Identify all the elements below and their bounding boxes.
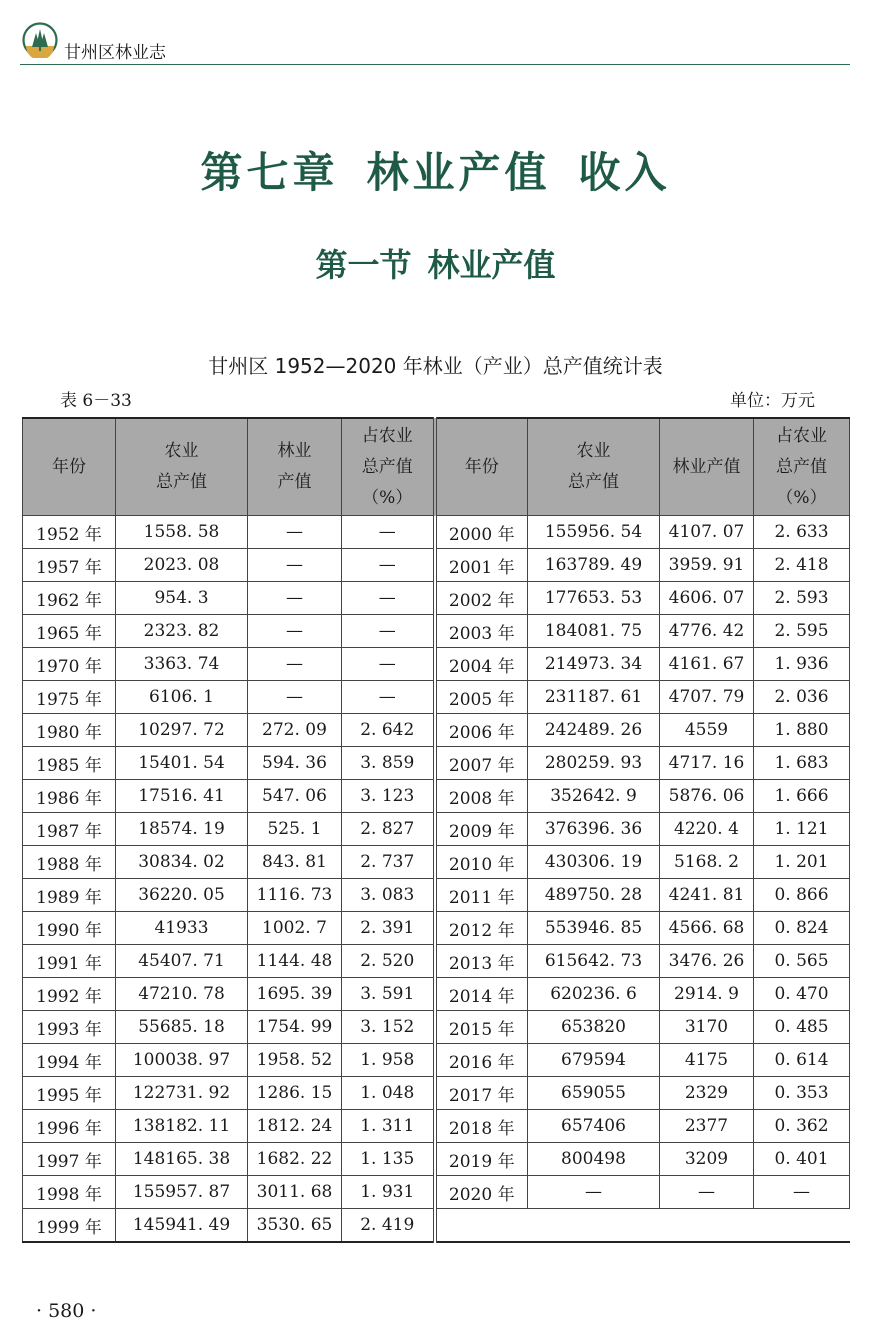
section-number: 第一节 — [315, 246, 412, 284]
table-row — [23, 1209, 850, 1243]
cell-year: 1952 年 — [23, 516, 116, 549]
cell-agri-output: 47210. 78 — [116, 978, 248, 1011]
table-number: 表 6－33 — [60, 391, 132, 411]
cell-year-2: 2002 年 — [435, 582, 528, 615]
cell-year-2: 2014 年 — [435, 978, 528, 1011]
cell-agri-output: 15401. 54 — [116, 747, 248, 780]
cell-agri-output: 55685. 18 — [116, 1011, 248, 1044]
cell-agri-output-2: 155956. 54 — [528, 516, 660, 549]
table-row — [23, 1143, 850, 1176]
cell-forestry-output: 1002. 7 — [248, 912, 342, 945]
cell-agri-output: 155957. 87 — [116, 1176, 248, 1209]
table-row — [23, 516, 850, 549]
table-row — [23, 747, 850, 780]
cell-share-2: — — [754, 1176, 850, 1209]
cell-agri-output-2: 679594 — [528, 1044, 660, 1077]
cell-forestry-output-2: — — [660, 1176, 754, 1209]
cell-share-2: 2. 595 — [754, 615, 850, 648]
cell-year-2: 2018 年 — [435, 1110, 528, 1143]
cell-agri-output-2: 800498 — [528, 1143, 660, 1176]
cell-forestry-output: — — [248, 615, 342, 648]
cell-year-2: 2004 年 — [435, 648, 528, 681]
chapter-number: 第七章 — [200, 148, 339, 197]
cell-forestry-output-2: 4241. 81 — [660, 879, 754, 912]
cell-share: 2. 827 — [342, 813, 435, 846]
cell-agri-output: 10297. 72 — [116, 714, 248, 747]
cell-forestry-output-2: 3959. 91 — [660, 549, 754, 582]
cell-agri-output: 3363. 74 — [116, 648, 248, 681]
cell-forestry-output: 547. 06 — [248, 780, 342, 813]
cell-share-2: 1. 201 — [754, 846, 850, 879]
cell-forestry-output: — — [248, 516, 342, 549]
cell-year: 1995 年 — [23, 1077, 116, 1110]
table-row — [23, 582, 850, 615]
table-row — [23, 978, 850, 1011]
cell-forestry-output: 1116. 73 — [248, 879, 342, 912]
cell-year: 1990 年 — [23, 912, 116, 945]
cell-forestry-output-2: 2329 — [660, 1077, 754, 1110]
header-agri-output-2: 农业 总产值 — [528, 418, 660, 516]
cell-agri-output-2: 214973. 34 — [528, 648, 660, 681]
cell-forestry-output: 3530. 65 — [248, 1209, 342, 1243]
cell-share: — — [342, 582, 435, 615]
cell-share-2: 1. 683 — [754, 747, 850, 780]
forestry-output-table — [22, 417, 850, 1243]
cell-agri-output: 45407. 71 — [116, 945, 248, 978]
table-row — [23, 549, 850, 582]
cell-forestry-output-2: 4776. 42 — [660, 615, 754, 648]
cell-year: 1970 年 — [23, 648, 116, 681]
cell-agri-output-2: 553946. 85 — [528, 912, 660, 945]
cell-agri-output: 2323. 82 — [116, 615, 248, 648]
cell-share: 3. 123 — [342, 780, 435, 813]
cell-forestry-output: 1695. 39 — [248, 978, 342, 1011]
section-name: 林业产值 — [427, 246, 556, 284]
cell-share: 2. 419 — [342, 1209, 435, 1243]
table-row — [23, 681, 850, 714]
cell-year-2: 2010 年 — [435, 846, 528, 879]
cell-forestry-output: — — [248, 681, 342, 714]
cell-agri-output: 1558. 58 — [116, 516, 248, 549]
cell-share-2: 0. 565 — [754, 945, 850, 978]
cell-agri-output: 36220. 05 — [116, 879, 248, 912]
cell-share: — — [342, 516, 435, 549]
cell-forestry-output-2: 5168. 2 — [660, 846, 754, 879]
section-title — [0, 240, 871, 286]
header-year: 年份 — [23, 418, 116, 516]
cell-year: 1997 年 — [23, 1143, 116, 1176]
cell-forestry-output: — — [248, 549, 342, 582]
empty-cell — [435, 1209, 850, 1243]
cell-year-2: 2016 年 — [435, 1044, 528, 1077]
cell-share-2: 0. 470 — [754, 978, 850, 1011]
cell-share: 3. 859 — [342, 747, 435, 780]
cell-forestry-output: — — [248, 582, 342, 615]
cell-year: 1987 年 — [23, 813, 116, 846]
cell-forestry-output-2: 4559 — [660, 714, 754, 747]
table-row — [23, 879, 850, 912]
cell-forestry-output-2: 4107. 07 — [660, 516, 754, 549]
header-agri-output: 农业 总产值 — [116, 418, 248, 516]
cell-agri-output-2: 653820 — [528, 1011, 660, 1044]
table-row — [23, 945, 850, 978]
cell-agri-output-2: 657406 — [528, 1110, 660, 1143]
cell-year: 1994 年 — [23, 1044, 116, 1077]
cell-share: — — [342, 549, 435, 582]
cell-year-2: 2008 年 — [435, 780, 528, 813]
table-row — [23, 1176, 850, 1209]
cell-year-2: 2006 年 — [435, 714, 528, 747]
chapter-title — [0, 140, 871, 200]
cell-year-2: 2019 年 — [435, 1143, 528, 1176]
cell-forestry-output-2: 4175 — [660, 1044, 754, 1077]
chapter-name: 林业产值 — [366, 148, 551, 197]
cell-forestry-output: 843. 81 — [248, 846, 342, 879]
cell-share-2: 0. 485 — [754, 1011, 850, 1044]
cell-share-2: 0. 353 — [754, 1077, 850, 1110]
cell-year-2: 2012 年 — [435, 912, 528, 945]
cell-share: — — [342, 681, 435, 714]
cell-share: 2. 642 — [342, 714, 435, 747]
cell-agri-output: 2023. 08 — [116, 549, 248, 582]
cell-share: 2. 520 — [342, 945, 435, 978]
cell-share: 2. 391 — [342, 912, 435, 945]
cell-forestry-output-2: 3209 — [660, 1143, 754, 1176]
cell-share: 1. 958 — [342, 1044, 435, 1077]
cell-year-2: 2003 年 — [435, 615, 528, 648]
table-row — [23, 714, 850, 747]
chapter-subname: 收入 — [578, 148, 671, 197]
cell-forestry-output: 1144. 48 — [248, 945, 342, 978]
cell-forestry-output: — — [248, 648, 342, 681]
cell-year: 1980 年 — [23, 714, 116, 747]
forest-emblem-icon — [22, 22, 58, 58]
cell-share: — — [342, 648, 435, 681]
header-share-2: 占农业 总产值 （%） — [754, 418, 850, 516]
cell-forestry-output-2: 4220. 4 — [660, 813, 754, 846]
cell-forestry-output-2: 4606. 07 — [660, 582, 754, 615]
cell-agri-output-2: 659055 — [528, 1077, 660, 1110]
cell-agri-output-2: 177653. 53 — [528, 582, 660, 615]
cell-agri-output: 954. 3 — [116, 582, 248, 615]
cell-year-2: 2005 年 — [435, 681, 528, 714]
cell-forestry-output-2: 4161. 67 — [660, 648, 754, 681]
cell-share: 1. 135 — [342, 1143, 435, 1176]
cell-year: 1975 年 — [23, 681, 116, 714]
cell-year: 1957 年 — [23, 549, 116, 582]
table-row — [23, 780, 850, 813]
table-title: 甘州区 1952—2020 年林业（产业）总产值统计表 — [208, 354, 663, 378]
cell-share: 3. 083 — [342, 879, 435, 912]
cell-agri-output: 145941. 49 — [116, 1209, 248, 1243]
cell-agri-output-2: 231187. 61 — [528, 681, 660, 714]
cell-share: 2. 737 — [342, 846, 435, 879]
cell-agri-output: 17516. 41 — [116, 780, 248, 813]
table-row — [23, 813, 850, 846]
cell-year: 1996 年 — [23, 1110, 116, 1143]
page-number: · 580 · — [36, 1300, 97, 1322]
cell-share-2: 2. 036 — [754, 681, 850, 714]
table-row — [23, 1044, 850, 1077]
cell-year: 1986 年 — [23, 780, 116, 813]
cell-forestry-output-2: 3476. 26 — [660, 945, 754, 978]
cell-share-2: 1. 880 — [754, 714, 850, 747]
cell-share-2: 0. 401 — [754, 1143, 850, 1176]
table-row — [23, 1110, 850, 1143]
cell-agri-output: 100038. 97 — [116, 1044, 248, 1077]
cell-forestry-output: 1958. 52 — [248, 1044, 342, 1077]
cell-forestry-output-2: 3170 — [660, 1011, 754, 1044]
cell-forestry-output-2: 5876. 06 — [660, 780, 754, 813]
cell-forestry-output: 1682. 22 — [248, 1143, 342, 1176]
cell-forestry-output-2: 2377 — [660, 1110, 754, 1143]
table-unit: 单位：万元 — [730, 391, 815, 411]
cell-agri-output-2: 242489. 26 — [528, 714, 660, 747]
header-year-2: 年份 — [435, 418, 528, 516]
cell-year: 1985 年 — [23, 747, 116, 780]
cell-share-2: 2. 633 — [754, 516, 850, 549]
cell-agri-output: 138182. 11 — [116, 1110, 248, 1143]
cell-agri-output-2: 489750. 28 — [528, 879, 660, 912]
cell-agri-output: 41933 — [116, 912, 248, 945]
cell-year-2: 2009 年 — [435, 813, 528, 846]
cell-agri-output-2: 163789. 49 — [528, 549, 660, 582]
cell-agri-output-2: 430306. 19 — [528, 846, 660, 879]
cell-year-2: 2011 年 — [435, 879, 528, 912]
cell-share-2: 0. 824 — [754, 912, 850, 945]
cell-forestry-output-2: 4717. 16 — [660, 747, 754, 780]
cell-share-2: 1. 121 — [754, 813, 850, 846]
cell-share-2: 0. 614 — [754, 1044, 850, 1077]
cell-year: 1962 年 — [23, 582, 116, 615]
cell-year-2: 2017 年 — [435, 1077, 528, 1110]
cell-year: 1992 年 — [23, 978, 116, 1011]
cell-forestry-output-2: 4566. 68 — [660, 912, 754, 945]
cell-agri-output: 18574. 19 — [116, 813, 248, 846]
cell-year-2: 2001 年 — [435, 549, 528, 582]
cell-share: 3. 152 — [342, 1011, 435, 1044]
cell-forestry-output-2: 2914. 9 — [660, 978, 754, 1011]
cell-year-2: 2015 年 — [435, 1011, 528, 1044]
cell-agri-output-2: 184081. 75 — [528, 615, 660, 648]
cell-year: 1965 年 — [23, 615, 116, 648]
cell-agri-output-2: 376396. 36 — [528, 813, 660, 846]
table-row — [23, 912, 850, 945]
cell-forestry-output: 272. 09 — [248, 714, 342, 747]
cell-share: 1. 311 — [342, 1110, 435, 1143]
cell-share-2: 0. 362 — [754, 1110, 850, 1143]
book-title: 甘州区林业志 — [64, 43, 166, 63]
cell-year: 1999 年 — [23, 1209, 116, 1243]
cell-agri-output-2: 620236. 6 — [528, 978, 660, 1011]
cell-forestry-output: 1286. 15 — [248, 1077, 342, 1110]
table-row — [23, 1011, 850, 1044]
cell-share-2: 0. 866 — [754, 879, 850, 912]
cell-forestry-output: 1812. 24 — [248, 1110, 342, 1143]
table-row — [23, 846, 850, 879]
header-share: 占农业 总产值 （%） — [342, 418, 435, 516]
cell-share: 1. 048 — [342, 1077, 435, 1110]
header-forestry-output: 林业 产值 — [248, 418, 342, 516]
cell-share-2: 1. 936 — [754, 648, 850, 681]
cell-year: 1991 年 — [23, 945, 116, 978]
cell-year-2: 2020 年 — [435, 1176, 528, 1209]
cell-year-2: 2007 年 — [435, 747, 528, 780]
cell-year: 1988 年 — [23, 846, 116, 879]
cell-forestry-output: 1754. 99 — [248, 1011, 342, 1044]
cell-share-2: 2. 593 — [754, 582, 850, 615]
header-forestry-output-2: 林业产值 — [660, 418, 754, 516]
cell-share-2: 2. 418 — [754, 549, 850, 582]
cell-year: 1989 年 — [23, 879, 116, 912]
cell-share: 3. 591 — [342, 978, 435, 1011]
table-row — [23, 648, 850, 681]
cell-agri-output-2: 352642. 9 — [528, 780, 660, 813]
cell-agri-output: 6106. 1 — [116, 681, 248, 714]
cell-share-2: 1. 666 — [754, 780, 850, 813]
cell-year-2: 2000 年 — [435, 516, 528, 549]
table-row — [23, 615, 850, 648]
cell-year: 1998 年 — [23, 1176, 116, 1209]
cell-agri-output: 122731. 92 — [116, 1077, 248, 1110]
cell-agri-output: 148165. 38 — [116, 1143, 248, 1176]
table-row — [23, 1077, 850, 1110]
cell-share: 1. 931 — [342, 1176, 435, 1209]
cell-agri-output-2: 280259. 93 — [528, 747, 660, 780]
cell-year: 1993 年 — [23, 1011, 116, 1044]
cell-agri-output-2: — — [528, 1176, 660, 1209]
cell-share: — — [342, 615, 435, 648]
cell-forestry-output-2: 4707. 79 — [660, 681, 754, 714]
table-header-row — [23, 418, 850, 516]
cell-forestry-output: 594. 36 — [248, 747, 342, 780]
cell-forestry-output: 525. 1 — [248, 813, 342, 846]
cell-forestry-output: 3011. 68 — [248, 1176, 342, 1209]
running-header — [20, 22, 850, 65]
cell-year-2: 2013 年 — [435, 945, 528, 978]
cell-agri-output-2: 615642. 73 — [528, 945, 660, 978]
cell-agri-output: 30834. 02 — [116, 846, 248, 879]
